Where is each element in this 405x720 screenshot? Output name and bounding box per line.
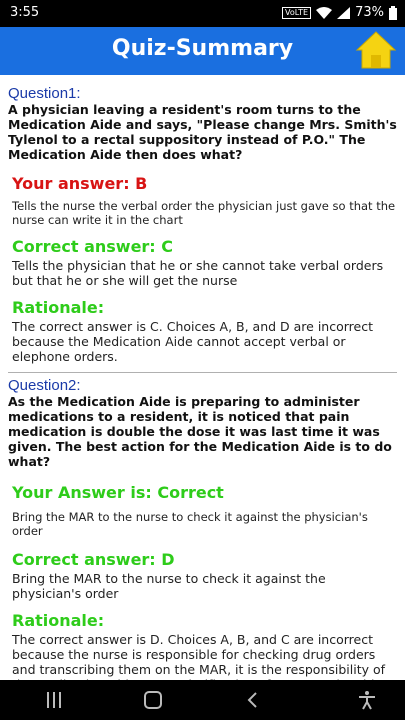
signal-icon (337, 7, 350, 19)
battery-percent: 73% (355, 5, 384, 20)
status-time: 3:55 (10, 5, 40, 20)
home-nav-icon[interactable] (143, 690, 163, 710)
battery-icon (389, 6, 397, 20)
rationale-text: The correct answer is D. Choices A, B, and C are incorrect because the nurse is responsible for checking drug orders and transcribing them on the MAR, it is the responsibility of (12, 632, 386, 677)
correct-answer-text: Bring the MAR to the nurse to check it against the physician's order (12, 571, 326, 601)
question-label: Question1: (8, 85, 81, 102)
rationale-heading: Rationale: (12, 298, 105, 317)
recents-icon[interactable] (44, 690, 64, 710)
question-card (0, 75, 405, 373)
your-answer-text: Tells the nurse the verbal order the physician just gave so that the nurse can write it in the chart (12, 199, 396, 227)
your-answer-heading: Your answer: B (12, 174, 148, 193)
correct-answer-text: Tells the physician that he or she cannot take verbal orders but that he or she will get the nurse (12, 258, 384, 288)
rationale-text: The correct answer is C. Choices A, B, and D are incorrect because the Medication Aide cannot accept verbal or elephone orders. (12, 319, 373, 364)
navigation-bar (0, 680, 405, 720)
page-title: Quiz-Summary (111, 36, 294, 61)
question-card (0, 377, 405, 692)
question-text: A physician leaving a resident's room turns to the Medication Aide and says, "Please change Mrs. Smith's Tylenol to a rectal suppository instead of P.O." The Medication Aide then does what? (8, 102, 397, 162)
your-answer-heading: Your Answer is: Correct (12, 483, 224, 502)
rationale-heading: Rationale: (12, 611, 105, 630)
quiz-summary-list[interactable] (0, 75, 405, 680)
back-icon[interactable] (243, 690, 263, 710)
volte-icon: VoLTE (282, 7, 311, 19)
wifi-icon (316, 7, 332, 19)
question-text: As the Medication Aide is preparing to administer medications to a resident, it is noticed that pain medication is double the dose it was last time it was given. The best action for the Medication Aide is to do what? (8, 394, 392, 469)
status-icons (282, 5, 397, 20)
correct-answer-heading: Correct answer: C (12, 237, 174, 256)
your-answer-text: Bring the MAR to the nurse to check it against the physician's order (12, 510, 368, 538)
correct-answer-heading: Correct answer: D (12, 550, 175, 569)
accessibility-icon[interactable] (357, 690, 377, 710)
divider (8, 372, 397, 373)
app-bar (0, 27, 405, 75)
question-label: Question2: (8, 377, 81, 394)
home-icon[interactable] (355, 29, 397, 71)
status-bar (0, 0, 405, 27)
